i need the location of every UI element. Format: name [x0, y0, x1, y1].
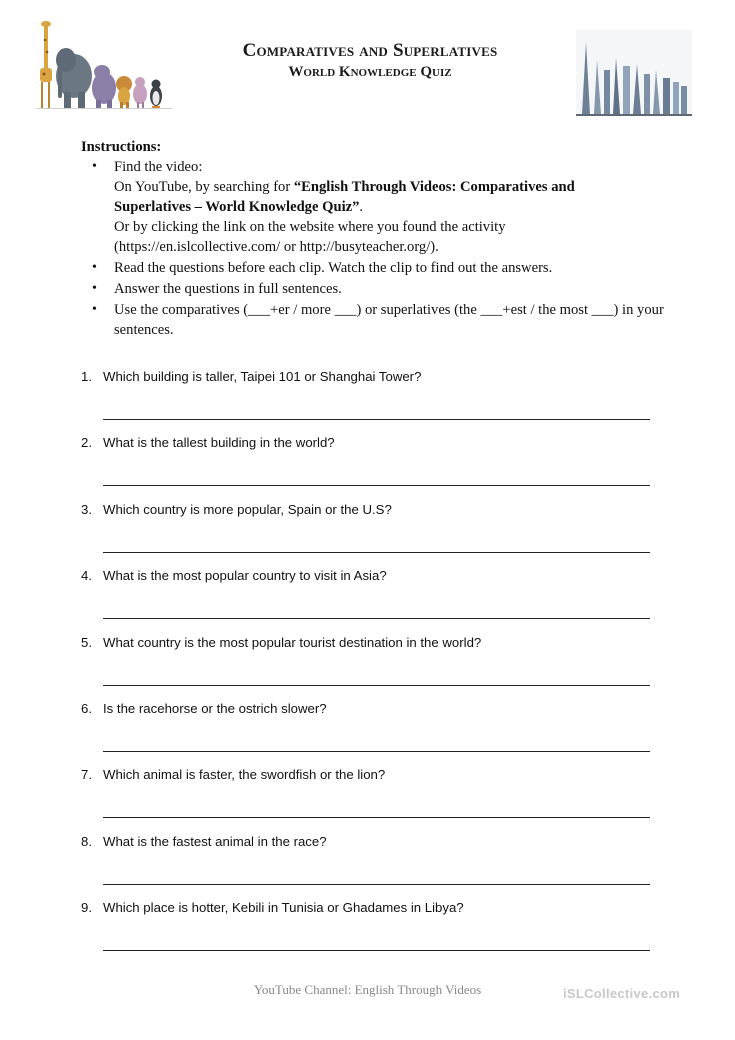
answer-line[interactable]	[103, 419, 650, 420]
page-subtitle: World Knowledge Quiz	[288, 64, 452, 80]
question-text: What is the fastest animal in the race?	[103, 833, 327, 849]
instruction-item	[81, 157, 671, 257]
penguin-icon	[150, 80, 162, 110]
page-title: Comparatives and Superlatives	[242, 40, 498, 61]
question-number: 9.	[81, 900, 92, 916]
instruction-item: • Read the questions before each clip. Watch the clip to find out the answers.	[81, 258, 671, 278]
answer-line[interactable]	[103, 485, 650, 486]
instruction-item: • Use the comparatives (___+er / more ___) or superlatives (the ___+est / the most ___) in your sentences.	[81, 300, 671, 340]
question-number: 8.	[81, 833, 92, 849]
elephant-icon	[56, 48, 92, 108]
instructions-section	[81, 137, 671, 341]
question-item	[81, 834, 661, 900]
instructions-heading: Instructions:	[81, 139, 162, 155]
giraffe-icon	[40, 21, 52, 108]
questions-list	[81, 369, 661, 967]
hippo-icon	[92, 65, 116, 109]
answer-line[interactable]	[103, 751, 650, 752]
question-text: What is the tallest building in the world?	[103, 435, 335, 451]
instruction-line: • Find the video:	[114, 159, 203, 175]
question-text: Which building is taller, Taipei 101 or Shanghai Tower?	[103, 369, 422, 384]
question-text: What country is the most popular tourist destination in the world?	[103, 634, 482, 650]
instruction-line: On YouTube, by searching for “English Through Videos: Comparatives and	[114, 179, 575, 195]
question-text: Which animal is faster, the swordfish or the lion?	[103, 767, 386, 783]
question-text: Is the racehorse or the ostrich slower?	[103, 700, 327, 716]
instruction-line: Or by clicking the link on the website where you found the activity	[114, 219, 506, 235]
question-text: What is the most popular country to visit in Asia?	[103, 568, 387, 584]
instruction-line: (https://en.islcollective.com/ or http://busyteacher.org/).	[114, 239, 439, 255]
footer-channel: YouTube Channel: English Through Videos	[253, 982, 482, 997]
answer-line[interactable]	[103, 950, 650, 951]
answer-line[interactable]	[103, 884, 650, 885]
question-item	[81, 635, 661, 701]
question-item	[81, 502, 661, 568]
question-item	[81, 435, 661, 501]
answer-line[interactable]	[103, 817, 650, 818]
lion-icon	[116, 76, 132, 109]
question-number: 3.	[81, 501, 92, 517]
question-number: 7.	[81, 767, 92, 783]
question-number: 2.	[81, 435, 92, 451]
answer-line[interactable]	[103, 618, 650, 619]
question-item	[81, 369, 661, 435]
question-item	[81, 568, 661, 634]
answer-line[interactable]	[103, 685, 650, 686]
question-item	[81, 900, 661, 966]
instruction-item: • Answer the questions in full sentences.	[81, 279, 671, 299]
question-text: Which country is more popular, Spain or the U.S?	[103, 501, 392, 517]
question-number: 4.	[81, 568, 92, 584]
instructions-list	[81, 157, 671, 340]
small-animal-icon	[133, 77, 147, 109]
question-text: Which place is hotter, Kebili in Tunisia or Ghadames in Libya?	[103, 900, 464, 916]
question-item	[81, 767, 661, 833]
watermark-logo: iSLCollective.com	[563, 986, 681, 1001]
question-item	[81, 701, 661, 767]
question-number: 5.	[81, 634, 92, 650]
instruction-line: Superlatives – World Knowledge Quiz”.	[114, 199, 364, 215]
question-number: 1.	[81, 369, 92, 384]
question-number: 6.	[81, 700, 92, 716]
answer-line[interactable]	[103, 552, 650, 553]
skyscrapers-illustration	[576, 30, 692, 116]
